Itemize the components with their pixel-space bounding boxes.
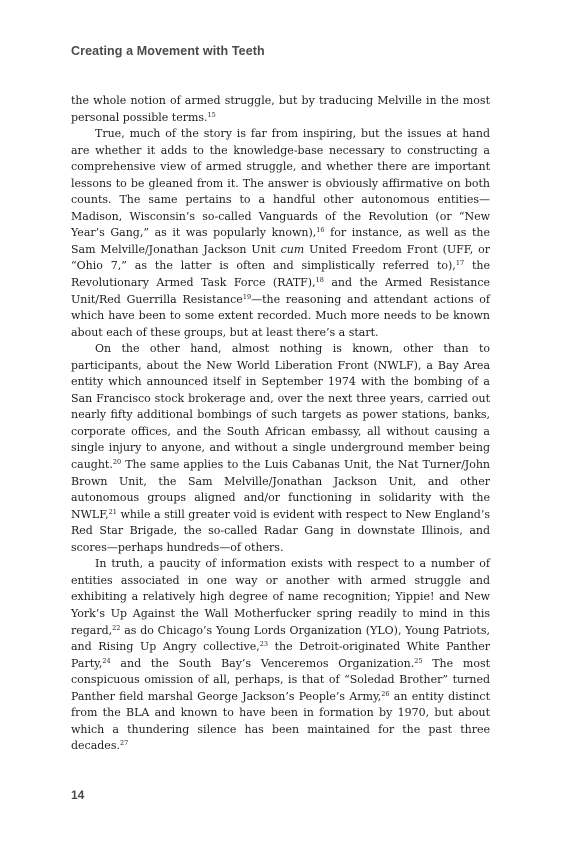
footnote-ref: 15 bbox=[207, 110, 216, 119]
footnote-ref: 21 bbox=[108, 507, 117, 516]
text-run: The same applies to the Luis Cabanas Unit, the Nat Turner/John Brown Unit, the Sam Melville/Jonathan Jackson Unit, and other autonomous groups aligned and/or functioning in solidarity with the NWLF, bbox=[71, 458, 490, 521]
footnote-ref: 27 bbox=[119, 739, 129, 748]
body-text bbox=[71, 93, 490, 755]
text-run: the Detroit-originated White Panther Party, bbox=[71, 640, 490, 670]
text-run: —the reasoning and attendant actions of which have been to some extent recorded. Much more needs to be known about each of these groups, but at least there’s a start. bbox=[71, 292, 490, 339]
text-run: an entity distinct from the BLA and known to have been in formation by 1970, but about which a thundering silence has been maintained for the past three decades. bbox=[71, 689, 490, 753]
italic-text: cum bbox=[280, 242, 305, 256]
text-run: while a still greater void is evident with respect to New England’s Red Star Brigade, the so-called Radar Gang in downstate Illinois, and scores—perhaps hundreds—of others. bbox=[71, 507, 490, 554]
text-run: the Revolutionary Armed Task Force (RATF), bbox=[71, 259, 490, 290]
text-run: and the Armed Resistance Unit/Red Guerrilla Resistance bbox=[71, 276, 491, 306]
footnote-ref: 18 bbox=[315, 276, 324, 285]
footnote-ref: 22 bbox=[112, 623, 121, 632]
footnote-ref: 24 bbox=[102, 656, 111, 665]
page-number: 14 bbox=[71, 788, 85, 802]
text-run: True, much of the story is far from inspiring, but the issues at hand are whether it adds to the knowledge-base necessary to constructing a comprehensive view of armed struggle, and whether there are important lessons to be gleaned from it. The answer is obviously affirmative on both counts. The same pertains to a handful other autonomous entities—Madison, Wisconsin’s so-called Vanguards of the Revolution (or “New Year’s Gang,” as it was popularly known), bbox=[71, 127, 490, 240]
paragraph bbox=[71, 126, 490, 341]
footnote-ref: 25 bbox=[414, 656, 423, 665]
footnote-ref: 20 bbox=[112, 458, 122, 467]
footnote-ref: 19 bbox=[242, 292, 252, 301]
paragraph bbox=[71, 556, 490, 755]
footnote-ref: 26 bbox=[381, 689, 390, 698]
running-header: Creating a Movement with Teeth bbox=[71, 44, 265, 58]
text-run: for instance, as well as the Sam Melville/Jonathan Jackson Unit bbox=[71, 226, 491, 256]
text-run: In truth, a paucity of information exists with respect to a number of entities associated in one way or another with armed struggle and exhibiting a relatively high degree of name recognition; Yippie! and New York’s Up Against the Wall Motherfucker spring readily to mind in this regard, bbox=[71, 557, 490, 637]
text-run: as do Chicago’s Young Lords Organization (YLO), Young Patriots, and Rising Up Angry collective, bbox=[71, 623, 490, 654]
paragraph bbox=[71, 93, 490, 126]
footnote-ref: 17 bbox=[455, 259, 465, 268]
footnote-ref: 23 bbox=[259, 640, 269, 649]
footnote-ref: 16 bbox=[316, 226, 325, 235]
text-run: the whole notion of armed struggle, but by traducing Melville in the most personal possible terms. bbox=[71, 94, 490, 124]
paragraph bbox=[71, 341, 490, 556]
text-run: The most conspicuous omission of all, perhaps, is that of “Soledad Brother” turned Panther field marshal George Jackson’s People’s Army, bbox=[71, 656, 491, 703]
text-run: United Freedom Front (UFF, or “Ohio 7,” as the latter is often and simplistically referred to), bbox=[71, 242, 490, 273]
text-run: and the South Bay’s Venceremos Organization. bbox=[110, 656, 415, 670]
text-run: On the other hand, almost nothing is known, other than to participants, about the New World Liberation Front (NWLF), a Bay Area entity which announced itself in September 1974 with the bombing of a San Francisco stock brokerage and, over the next three years, carried out nearly fifty additional bombings of such targets as power stations, banks, corporate offices, and the South African embassy, all without causing a single injury to anyone, and without a single underground member being caught. bbox=[71, 342, 490, 472]
